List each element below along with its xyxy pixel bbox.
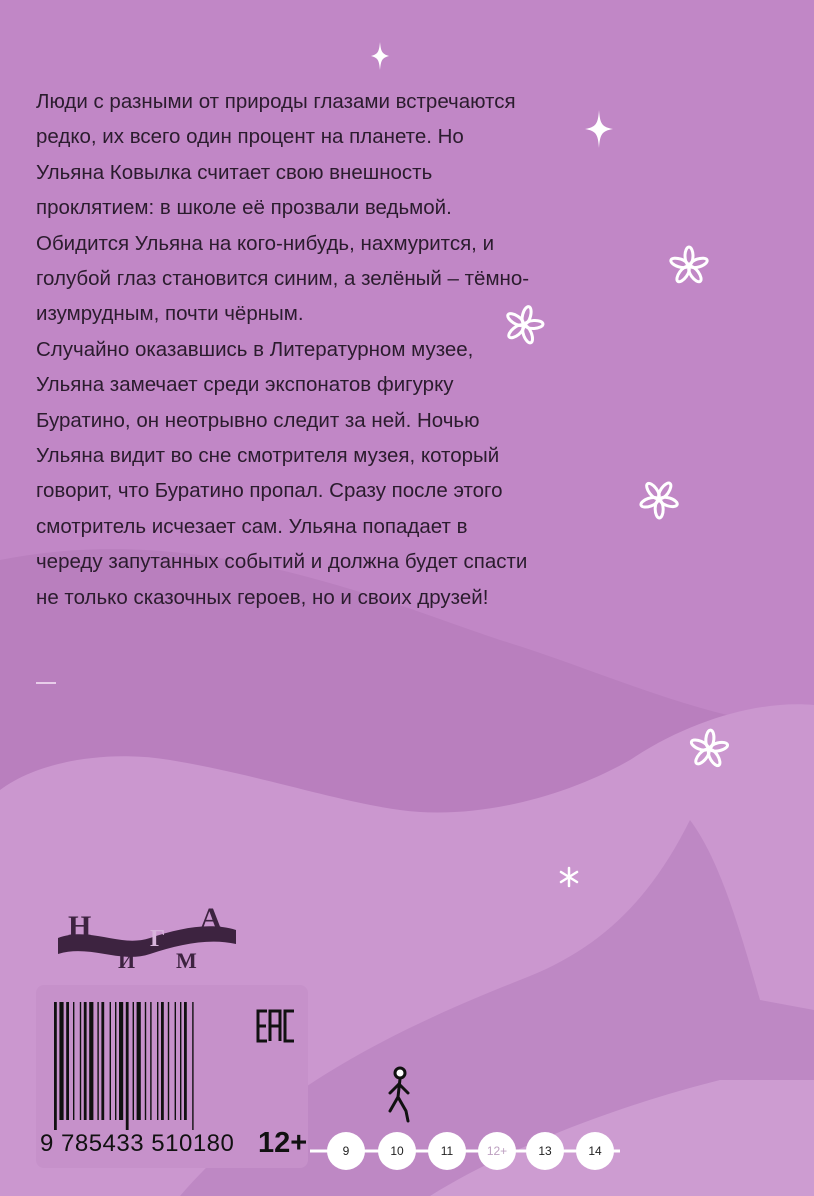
eac-mark-icon bbox=[255, 1005, 297, 1047]
barcode-bar bbox=[137, 1002, 141, 1120]
barcode-bar bbox=[80, 1002, 81, 1120]
barcode-bar bbox=[175, 1002, 176, 1120]
flower-star-icon bbox=[638, 478, 680, 520]
barcode-bar bbox=[150, 1002, 151, 1120]
barcode-bar bbox=[89, 1002, 93, 1120]
cover-blurb bbox=[36, 84, 536, 615]
barcode-bar bbox=[161, 1002, 164, 1120]
barcode-bar bbox=[168, 1002, 169, 1120]
barcode-bar bbox=[133, 1002, 134, 1120]
walking-person-icon bbox=[380, 1065, 420, 1125]
age-rating-label: 12+ bbox=[258, 1127, 308, 1159]
age-scale-dot: 14 bbox=[576, 1132, 614, 1170]
barcode-bar bbox=[184, 1002, 187, 1120]
blurb-paragraph-1: Люди с разными от природы глазами встречаются редко, их всего один процент на планете. Но Ульяна Ковылка считает свою внешность проклятием: в школе её прозвали ведьмой. Обидится Ульяна на кого-нибудь, нахмурится, и голубой глаз становится синим, а зелёный – тёмно-изумрудным, почти чёрным. bbox=[36, 90, 530, 326]
svg-text:М: М bbox=[176, 948, 197, 970]
age-scale-dot: 12+ bbox=[478, 1132, 516, 1170]
sparkle-star-icon bbox=[371, 42, 389, 70]
age-scale-dot: 11 bbox=[428, 1132, 466, 1170]
barcode-bar bbox=[180, 1002, 181, 1120]
barcode-bar bbox=[119, 1002, 123, 1120]
barcode-bar bbox=[73, 1002, 74, 1120]
svg-text:Н: Н bbox=[68, 910, 92, 943]
isbn-digits: 9 785433 510180 bbox=[40, 1130, 235, 1157]
flower-star-icon bbox=[503, 304, 545, 346]
barcode-bar bbox=[157, 1002, 158, 1120]
barcode bbox=[50, 1002, 250, 1132]
sparkle-star-icon bbox=[585, 110, 613, 148]
barcode-bar bbox=[54, 1002, 57, 1130]
barcode-bar bbox=[126, 1002, 129, 1130]
age-scale-dot: 10 bbox=[378, 1132, 416, 1170]
barcode-bar bbox=[84, 1002, 87, 1120]
barcode-bar bbox=[101, 1002, 104, 1120]
divider-dash bbox=[36, 682, 56, 684]
svg-text:А: А bbox=[200, 902, 222, 935]
svg-text:Г: Г bbox=[150, 926, 166, 952]
barcode-bar bbox=[110, 1002, 111, 1120]
barcode-bar bbox=[66, 1002, 69, 1120]
barcode-bar bbox=[97, 1002, 98, 1120]
barcode-bar bbox=[59, 1002, 63, 1120]
publisher-logo bbox=[50, 900, 240, 970]
barcode-bar bbox=[115, 1002, 116, 1120]
barcode-bar bbox=[145, 1002, 146, 1120]
flower-star-icon bbox=[668, 245, 710, 287]
small-star-icon bbox=[558, 866, 580, 888]
flower-star-icon bbox=[688, 728, 730, 770]
barcode-bar bbox=[192, 1002, 193, 1130]
age-scale-dot: 9 bbox=[327, 1132, 365, 1170]
age-scale-dot: 13 bbox=[526, 1132, 564, 1170]
blurb-paragraph-2: Случайно оказавшись в Литературном музее, Ульяна замечает среди экспонатов фигурку Буратино, он неотрывно следит за ней. Ночью Ульяна видит во сне смотрителя музея, который говорит, что Буратино пропал. Сразу после этого смотритель исчезает сам. Ульяна попадает в череду запутанных событий и должна будет спасти не только сказочных героев, но и своих друзей! bbox=[36, 337, 528, 609]
svg-text:И: И bbox=[118, 948, 136, 970]
